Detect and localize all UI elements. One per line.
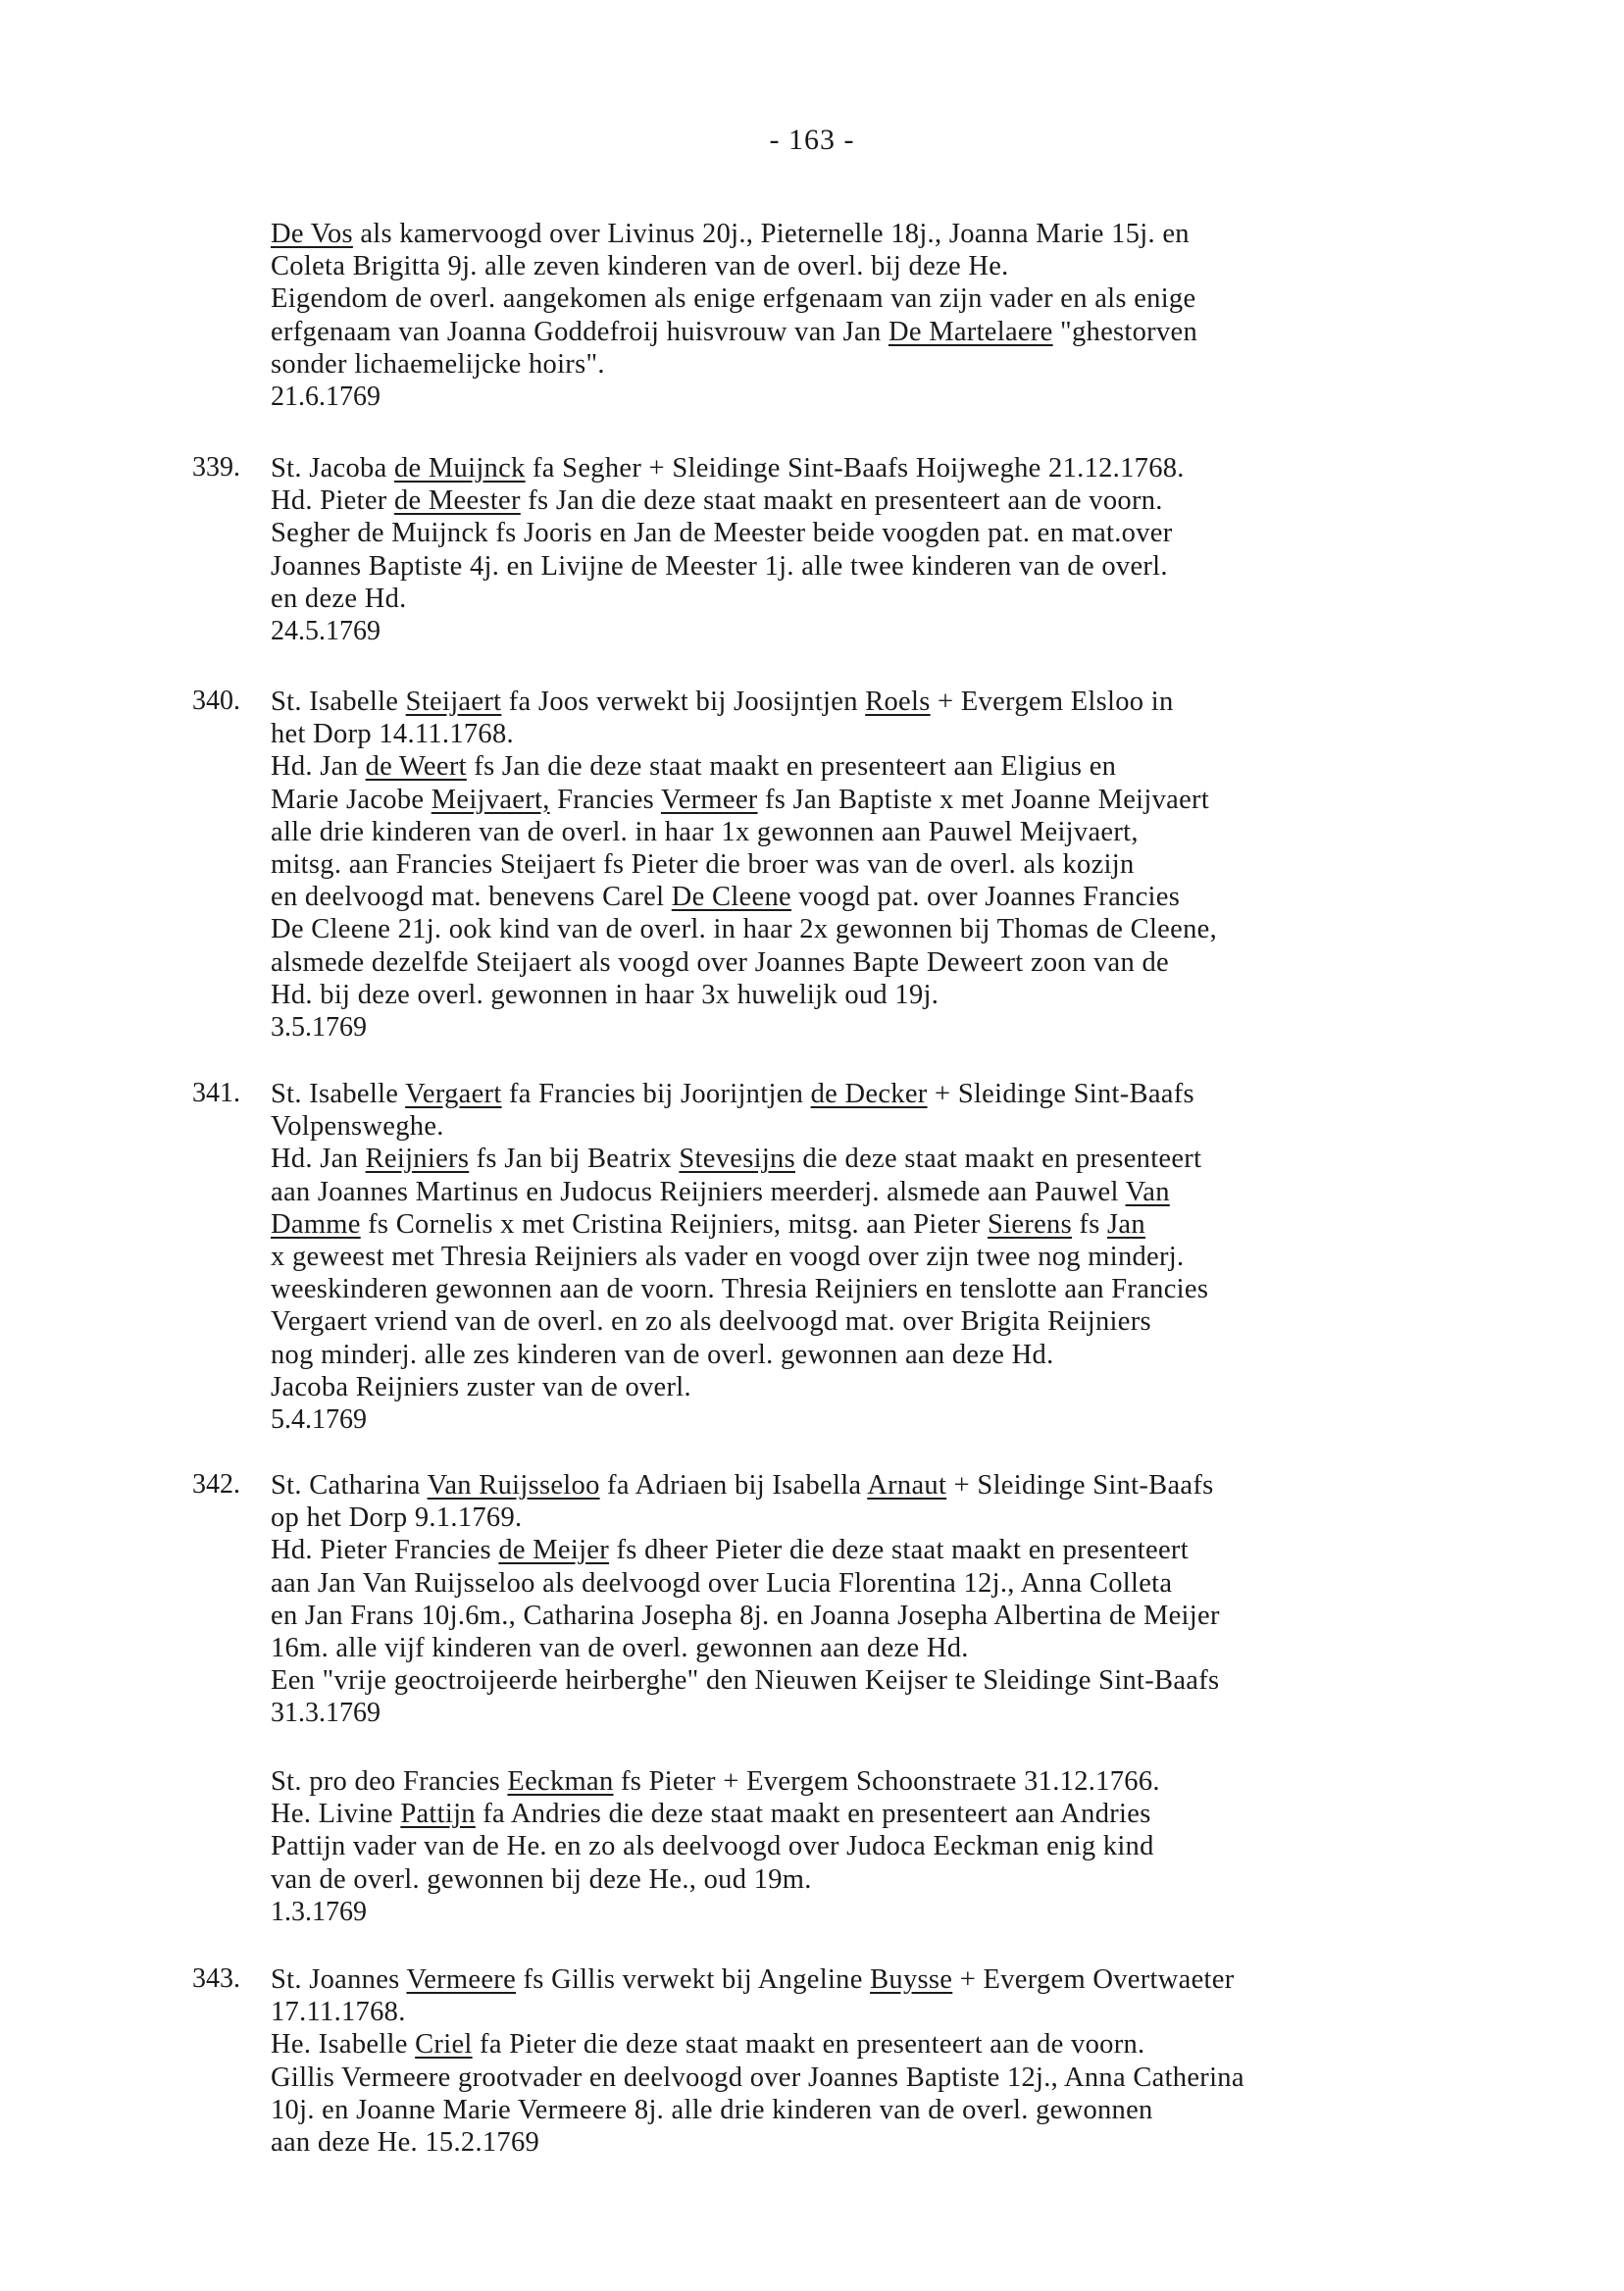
text-segment: fs Jan die deze staat maakt en presenteert aan de voorn. xyxy=(520,485,1163,517)
text-segment: 17.11.1768. xyxy=(271,1997,406,2028)
text-line xyxy=(271,348,1546,381)
text-segment: St. Jacoba xyxy=(271,453,394,484)
text-segment: aan deze He. 15.2.1769 xyxy=(271,2127,540,2159)
entry-340 xyxy=(192,686,1546,1044)
text-segment: fa Pieter die deze staat maakt en presenteert aan de voorn. xyxy=(472,2029,1145,2061)
text-segment: + Sleidinge Sint-Baafs xyxy=(927,1079,1194,1109)
text-segment: van de overl. gewonnen bij deze He., oud 19m. xyxy=(271,1863,812,1895)
text-segment: He. Livine xyxy=(271,1799,401,1830)
text-segment: 16m. alle vijf kinderen van de overl. gewonnen aan deze Hd. xyxy=(271,1633,969,1664)
underlined-surname: De Martelaere xyxy=(888,316,1053,347)
text-segment: het Dorp 14.11.1768. xyxy=(271,719,514,750)
text-line xyxy=(271,1273,1546,1305)
text-segment: als kamervoogd over Livinus 20j., Pieternelle 18j., Joanna Marie 15j. en xyxy=(352,219,1190,249)
entry-date: 3.5.1769 xyxy=(271,1012,367,1044)
text-segment: Segher de Muijnck fs Jooris en Jan de Meester beide voogden pat. en mat.over xyxy=(271,518,1173,549)
text-segment: en Jan Frans 10j.6m., Catharina Josepha 8j. en Joanna Josepha Albertina de Meijer xyxy=(271,1600,1220,1631)
text-segment: Een "vrije geoctroijeerde heirberghe" den Nieuwen Keijser te Sleidinge Sint-Baafs xyxy=(271,1665,1220,1697)
underlined-surname: De Cleene xyxy=(671,882,791,913)
text-line xyxy=(271,1567,1546,1600)
text-segment: fs xyxy=(1071,1208,1108,1240)
text-segment: Gillis Vermeere grootvader en deelvoogd over Joannes Baptiste 12j., Anna Catherina xyxy=(271,2062,1244,2093)
text-segment: Vergaert vriend van de overl. en zo als deelvoogd mat. over Brigita Reijniers xyxy=(271,1306,1151,1338)
underlined-surname: Jan xyxy=(1107,1208,1145,1240)
underlined-surname: De Vos xyxy=(271,219,353,249)
text-line xyxy=(271,913,1546,945)
underlined-surname: Sierens xyxy=(987,1208,1072,1240)
text-line xyxy=(271,1534,1546,1566)
text-line xyxy=(271,750,1546,783)
text-segment: Hd. Jan xyxy=(271,751,366,783)
entry-date: 24.5.1769 xyxy=(271,616,381,647)
text-segment: fa Segher + Sleidinge Sint-Baafs Hoijweghe 21.12.1768. xyxy=(525,453,1185,484)
entry-date: 21.6.1769 xyxy=(271,382,381,413)
text-segment: fs Pieter + Evergem Schoonstraete 31.12.1766. xyxy=(613,1766,1160,1797)
text-segment: weeskinderen gewonnen aan de voorn. Thresia Reijniers en tenslotte aan Francies xyxy=(271,1274,1209,1305)
text-line xyxy=(271,2062,1546,2094)
text-line xyxy=(271,2126,1546,2159)
text-line xyxy=(271,1305,1546,1338)
entry-number: 342. xyxy=(192,1469,240,1500)
text-segment: fa Andries die deze staat maakt en presenteert aan Andries xyxy=(475,1799,1151,1830)
underlined-surname: Buysse xyxy=(870,1964,953,1995)
underlined-surname: Stevesijns xyxy=(679,1144,795,1175)
underlined-surname: Criel xyxy=(415,2029,473,2061)
text-line xyxy=(271,1078,1546,1110)
entry-343 xyxy=(192,1963,1546,2159)
text-segment: en deze Hd. xyxy=(271,583,407,614)
text-segment: 10j. en Joanne Marie Vermeere 8j. alle drie kinderen van de overl. gewonnen xyxy=(271,2094,1153,2125)
underlined-surname: Van xyxy=(1125,1176,1170,1207)
text-line xyxy=(271,1241,1546,1273)
text-line xyxy=(271,517,1546,549)
text-segment: Joannes Baptiste 4j. en Livijne de Meester 1j. alle twee kinderen van de overl. xyxy=(271,550,1168,582)
text-segment: St. Joannes xyxy=(271,1964,407,1995)
text-segment: St. Isabelle xyxy=(271,687,406,717)
text-line xyxy=(271,218,1546,250)
entry-date: 31.3.1769 xyxy=(271,1698,381,1729)
text-segment: fa Joos verwekt bij Joosijntjen xyxy=(501,687,866,717)
entry-341 xyxy=(192,1078,1546,1436)
underlined-surname: de Muijnck xyxy=(393,453,526,484)
text-segment: Coleta Brigitta 9j. alle zeven kinderen van de overl. bij deze He. xyxy=(271,251,1009,282)
text-segment: mitsg. aan Francies Steijaert fs Pieter die broer was van de overl. als kozijn xyxy=(271,849,1135,881)
text-segment: voogd pat. over Joannes Francies xyxy=(790,882,1181,913)
underlined-surname: Arnaut xyxy=(867,1470,947,1501)
text-line xyxy=(271,2028,1546,2061)
text-line xyxy=(271,1208,1546,1241)
text-segment: Pattijn vader van de He. en zo als deelvoogd over Judoca Eeckman enig kind xyxy=(271,1831,1154,1862)
text-segment: Hd. Pieter xyxy=(271,485,394,517)
entry-number: 341. xyxy=(192,1078,240,1108)
text-segment: + Evergem Overtwaeter xyxy=(952,1964,1235,1995)
text-line xyxy=(271,784,1546,816)
text-segment: x geweest met Thresia Reijniers als vader en voogd over zijn twee nog minderj. xyxy=(271,1242,1185,1273)
text-line xyxy=(271,550,1546,583)
text-line xyxy=(271,1830,1546,1862)
text-line xyxy=(271,1765,1546,1798)
underlined-surname: de Weert xyxy=(365,751,467,783)
entry-continued xyxy=(271,218,1546,413)
text-segment: fa Francies bij Joorijntjen xyxy=(501,1079,811,1109)
text-line xyxy=(271,946,1546,979)
entry-342 xyxy=(192,1469,1546,1730)
text-segment: + Sleidinge Sint-Baafs xyxy=(946,1470,1214,1501)
text-segment: sonder lichaemelijcke hoirs". xyxy=(271,348,605,380)
text-line xyxy=(271,979,1546,1011)
text-line xyxy=(271,484,1546,517)
text-segment: fs Cornelis x met Cristina Reijniers, mitsg. aan Pieter xyxy=(360,1208,988,1240)
text-line xyxy=(271,1996,1546,2028)
text-segment: Hd. Pieter Francies xyxy=(271,1535,499,1566)
entry-date: 5.4.1769 xyxy=(271,1404,367,1436)
underlined-surname: Vergaert xyxy=(405,1079,502,1109)
text-line xyxy=(271,686,1546,718)
text-line xyxy=(271,282,1546,315)
text-line xyxy=(271,1632,1546,1664)
underlined-surname: Steijaert xyxy=(405,687,502,717)
text-line xyxy=(271,848,1546,881)
text-segment: fs dheer Pieter die deze staat maakt en presenteert xyxy=(609,1535,1189,1566)
text-segment: St. Isabelle xyxy=(271,1079,406,1109)
text-segment: Jacoba Reijniers zuster van de overl. xyxy=(271,1371,691,1402)
text-segment: De Cleene 21j. ook kind van de overl. in haar 2x gewonnen bij Thomas de Cleene, xyxy=(271,914,1218,945)
underlined-surname: Vermeer xyxy=(660,784,758,815)
text-line xyxy=(271,1863,1546,1896)
text-line xyxy=(271,1798,1546,1830)
underlined-surname: Van Ruijsseloo xyxy=(427,1470,600,1501)
text-segment: en deelvoogd mat. benevens Carel xyxy=(271,882,672,913)
page-number: - 163 - xyxy=(769,124,855,156)
text-segment: aan Jan Van Ruijsseloo als deelvoogd over Lucia Florentina 12j., Anna Colleta xyxy=(271,1567,1173,1599)
text-segment: Francies xyxy=(549,784,661,815)
underlined-surname: de Meester xyxy=(393,485,521,517)
text-line xyxy=(271,1110,1546,1143)
text-segment: op het Dorp 9.1.1769. xyxy=(271,1502,523,1534)
text-segment: fa Adriaen bij Isabella xyxy=(599,1470,868,1501)
text-segment: Volpensweghe. xyxy=(271,1111,444,1143)
text-segment: nog minderj. alle zes kinderen van de overl. gewonnen aan deze Hd. xyxy=(271,1339,1054,1370)
text-line xyxy=(271,1143,1546,1175)
text-line xyxy=(271,881,1546,913)
entry-unnumbered xyxy=(271,1765,1546,1928)
text-line xyxy=(271,816,1546,848)
text-segment: erfgenaam van Joanna Goddefroij huisvrouw van Jan xyxy=(271,316,888,347)
text-segment: fs Gillis verwekt bij Angeline xyxy=(516,1964,871,1995)
text-segment: aan Joannes Martinus en Judocus Reijniers meerderj. alsmede aan Pauwel xyxy=(271,1176,1126,1207)
text-line xyxy=(271,250,1546,282)
underlined-surname: de Meijer xyxy=(498,1535,610,1566)
text-line xyxy=(271,1963,1546,1996)
underlined-surname: Meijvaert, xyxy=(431,784,550,815)
underlined-surname: Vermeere xyxy=(406,1964,517,1995)
text-segment: St. pro deo Francies xyxy=(271,1766,508,1797)
text-line xyxy=(271,452,1546,484)
text-segment: He. Isabelle xyxy=(271,2029,416,2061)
text-line xyxy=(271,1664,1546,1697)
entry-number: 339. xyxy=(192,452,240,483)
text-segment: Marie Jacobe xyxy=(271,784,431,815)
text-line xyxy=(271,1600,1546,1632)
text-line xyxy=(271,1339,1546,1371)
text-line xyxy=(271,2094,1546,2126)
text-segment: fs Jan die deze staat maakt en presenteert aan Eligius en xyxy=(466,751,1117,783)
text-segment: St. Catharina xyxy=(271,1470,428,1501)
text-line xyxy=(271,1371,1546,1403)
text-segment: fs Jan Baptiste x met Joanne Meijvaert xyxy=(757,784,1210,815)
text-segment: Hd. bij deze overl. gewonnen in haar 3x huwelijk oud 19j. xyxy=(271,979,939,1010)
text-segment: die deze staat maakt en presenteert xyxy=(794,1144,1202,1175)
underlined-surname: Damme xyxy=(271,1208,361,1240)
text-segment: fs Jan bij Beatrix xyxy=(469,1144,680,1175)
text-segment: "ghestorven xyxy=(1052,316,1198,347)
underlined-surname: Eeckman xyxy=(507,1766,614,1797)
text-segment: + Evergem Elsloo in xyxy=(930,687,1174,717)
entry-number: 340. xyxy=(192,686,240,716)
text-line xyxy=(271,583,1546,615)
underlined-surname: Pattijn xyxy=(400,1799,476,1830)
text-segment: alsmede dezelfde Steijaert als voogd over Joannes Bapte Deweert zoon van de xyxy=(271,946,1169,978)
underlined-surname: Roels xyxy=(865,687,931,717)
underlined-surname: Reijniers xyxy=(365,1144,470,1175)
text-segment: Hd. Jan xyxy=(271,1144,366,1175)
text-segment: alle drie kinderen van de overl. in haar 1x gewonnen aan Pauwel Meijvaert, xyxy=(271,816,1139,847)
text-line xyxy=(271,718,1546,750)
underlined-surname: de Decker xyxy=(810,1079,928,1109)
text-line xyxy=(271,1469,1546,1502)
text-segment: Eigendom de overl. aangekomen als enige erfgenaam van zijn vader en als enige xyxy=(271,283,1196,315)
entry-date: 1.3.1769 xyxy=(271,1896,367,1927)
text-line xyxy=(271,316,1546,348)
text-line xyxy=(271,1176,1546,1208)
text-line xyxy=(271,1502,1546,1534)
entry-number: 343. xyxy=(192,1963,240,1994)
entry-339 xyxy=(192,452,1546,647)
